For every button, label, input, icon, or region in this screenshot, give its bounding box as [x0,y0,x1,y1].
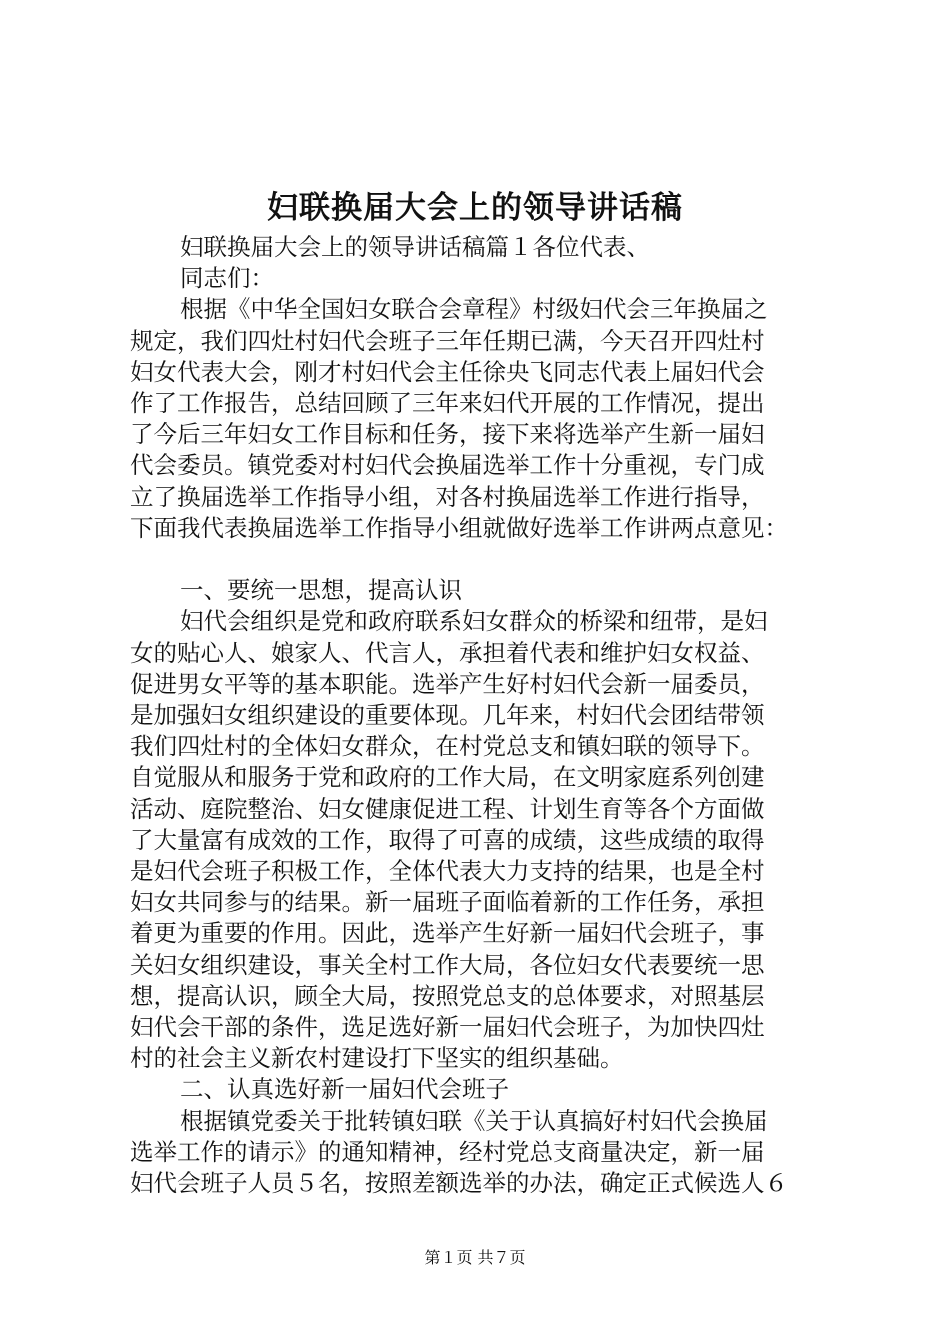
body-line: 妇代会干部的条件，选足选好新一届妇代会班子，为加快四灶 [130,1013,765,1042]
body-line: 是妇代会班子积极工作，全体代表大力支持的结果，也是全村 [130,857,765,886]
page-number-footer: 第１页 共７页 [424,1248,526,1267]
body-line: 妇女共同参与的结果。新一届班子面临着新的工作任务，承担 [130,888,765,917]
body-line: 妇代会组织是党和政府联系妇女群众的桥梁和纽带，是妇 [180,607,768,636]
body-line: 同志们： [180,264,274,293]
body-line: 了大量富有成效的工作，取得了可喜的成绩，这些成绩的取得 [130,825,765,854]
blank-line [130,544,830,575]
body-line: 下面我代表换届选举工作指导小组就做好选举工作讲两点意见： [130,513,788,542]
body-line: 着更为重要的作用。因此，选举产生好新一届妇代会班子，事 [130,919,765,948]
body-line: 根据镇党委关于批转镇妇联《关于认真搞好村妇代会换届 [180,1106,768,1135]
body-line: 妇女代表大会，刚才村妇代会主任徐央飞同志代表上届妇代会 [130,357,765,386]
body-line: 根据《中华全国妇女联合会章程》村级妇代会三年换届之 [180,295,768,324]
body-line: 活动、庭院整治、妇女健康促进工程、计划生育等各个方面做 [130,794,765,823]
body-line: 作了工作报告，总结回顾了三年来妇代开展的工作情况，提出 [130,389,765,418]
body-line: 妇联换届大会上的领导讲话稿篇１各位代表、 [180,233,650,261]
body-line: 村的社会主义新农村建设打下坚实的组织基础。 [130,1044,624,1073]
document-body [130,232,830,1199]
body-line: 立了换届选举工作指导小组，对各村换届选举工作进行指导， [130,482,765,511]
body-line: 妇代会班子人员５名，按照差额选举的办法，确定正式候选人６ [130,1169,788,1198]
body-line: 自觉服从和服务于党和政府的工作大局，在文明家庭系列创建 [130,763,765,792]
document-title: 妇联换届大会上的领导讲话稿 [267,190,683,226]
section-heading: 二、认真选好新一届妇代会班子 [180,1075,509,1104]
body-line: 选举工作的请示》的通知精神，经村党总支商量决定，新一届 [130,1137,765,1166]
body-line: 想，提高认识，顾全大局，按照党总支的总体要求，对照基层 [130,981,765,1010]
body-line: 我们四灶村的全体妇女群众，在村党总支和镇妇联的领导下。 [130,732,765,761]
body-line: 了今后三年妇女工作目标和任务，接下来将选举产生新一届妇 [130,420,765,449]
section-heading: 一、要统一思想，提高认识 [180,576,462,605]
body-line: 是加强妇女组织建设的重要体现。几年来，村妇代会团结带领 [130,701,765,730]
body-line: 女的贴心人、娘家人、代言人，承担着代表和维护妇女权益、 [130,638,765,667]
body-line: 关妇女组织建设，事关全村工作大局，各位妇女代表要统一思 [130,950,765,979]
body-line: 规定，我们四灶村妇代会班子三年任期已满，今天召开四灶村 [130,326,765,355]
body-line: 促进男女平等的基本职能。选举产生好村妇代会新一届委员， [130,669,765,698]
body-line: 代会委员。镇党委对村妇代会换届选举工作十分重视，专门成 [130,451,765,480]
